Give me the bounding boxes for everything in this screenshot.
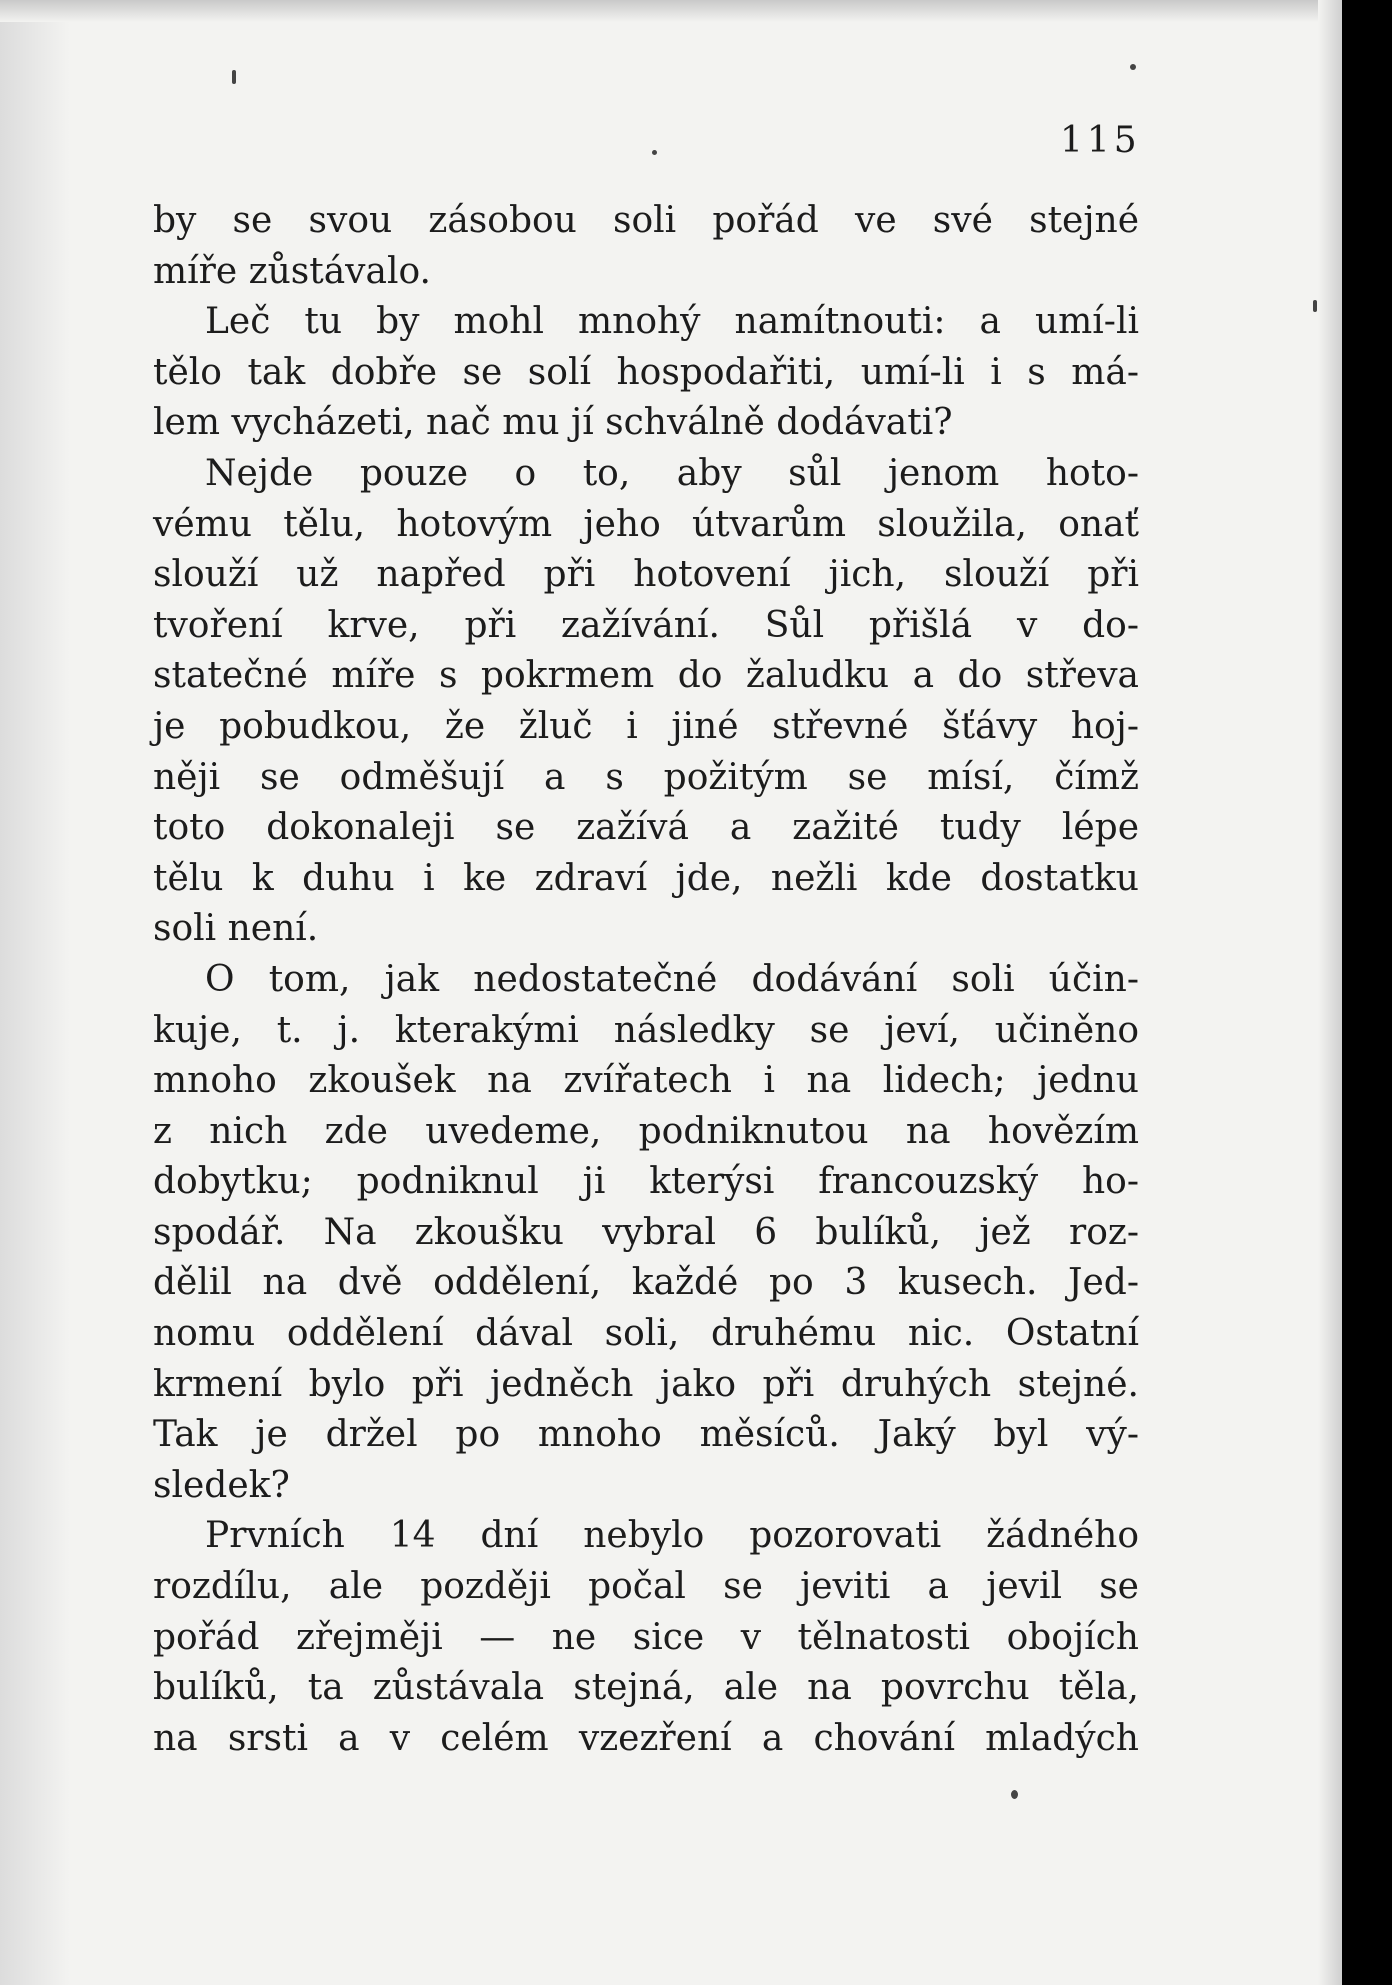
- text-line: krmení bylo při jedněch jako při druhých stejné.: [153, 1363, 1139, 1405]
- text-line: soli není.: [153, 908, 319, 950]
- page-gutter-shade: [0, 0, 70, 1985]
- text-line: Nejde pouze o to, aby sůl jenom hoto-: [205, 452, 1139, 494]
- text-line: mnoho zkoušek na zvířatech i na lidech; jednu: [153, 1060, 1139, 1102]
- text-line: toto dokonaleji se zažívá a zažité tudy lépe: [153, 807, 1139, 849]
- text-line: na srsti a v celém vzezření a chování mladých: [153, 1717, 1139, 1759]
- body-text: [153, 196, 1139, 1764]
- text-line: O tom, jak nedostatečné dodávání soli účin-: [205, 958, 1139, 1000]
- text-line: by se svou zásobou soli pořád ve své stejné: [153, 200, 1139, 241]
- text-line: Prvních 14 dní nebylo pozorovati žádného: [205, 1515, 1139, 1557]
- scan-speck: [652, 150, 657, 155]
- text-line: sledek?: [153, 1464, 290, 1506]
- scan-speck: [1130, 64, 1136, 70]
- text-line: statečné míře s pokrmem do žaludku a do střeva: [153, 655, 1139, 697]
- text-line: vému tělu, hotovým jeho útvarům sloužila, onať: [153, 503, 1139, 545]
- text-line: je pobudkou, že žluč i jiné střevné šťávy hoj-: [153, 705, 1139, 747]
- text-line: tělo tak dobře se solí hospodařiti, umí-li i s má-: [153, 351, 1139, 393]
- text-line: míře zůstávalo.: [153, 250, 431, 292]
- text-line: lem vycházeti, nač mu jí schválně dodávati?: [153, 402, 953, 444]
- text-line: kuje, t. j. kterakými následky se jeví, učiněno: [153, 1009, 1139, 1051]
- page-top-shadow: [0, 0, 1342, 22]
- text-line: Tak je držel po mnoho měsíců. Jaký byl vý-: [153, 1414, 1139, 1456]
- scan-border: [1342, 0, 1392, 1985]
- text-line: tvoření krve, při zažívání. Sůl přišlá v do-: [153, 604, 1139, 646]
- text-line: spodář. Na zkoušku vybral 6 bulíků, jež roz-: [153, 1211, 1139, 1253]
- scan-speck: [1011, 1790, 1018, 1799]
- text-line: nomu oddělení dával soli, druhému nic. Ostatní: [153, 1313, 1139, 1355]
- text-line: tělu k duhu i ke zdraví jde, nežli kde dostatku: [153, 857, 1139, 899]
- text-line: něji se odměšují a s požitým se mísí, čímž: [153, 756, 1139, 798]
- text-line: slouží už napřed při hotovení jich, slouží při: [153, 554, 1139, 596]
- text-line: Leč tu by mohl mnohý namítnouti: a umí-li: [205, 301, 1139, 343]
- scan-speck: [232, 70, 236, 84]
- page-edge-shadow: [1318, 0, 1342, 1985]
- text-line: z nich zde uvedeme, podniknutou na hovězím: [153, 1110, 1139, 1152]
- text-line: dobytku; podniknul ji kterýsi francouzský ho-: [153, 1161, 1139, 1203]
- page-number: 115: [1060, 120, 1141, 161]
- text-line: pořád zřejměji — ne sice v tělnatosti obojích: [153, 1616, 1139, 1658]
- text-line: bulíků, ta zůstávala stejná, ale na povrchu těla,: [153, 1667, 1139, 1709]
- text-line: rozdílu, ale později počal se jeviti a jevil se: [153, 1566, 1139, 1608]
- scan-speck: [1313, 300, 1317, 312]
- text-line: dělil na dvě oddělení, každé po 3 kusech. Jed-: [153, 1262, 1139, 1304]
